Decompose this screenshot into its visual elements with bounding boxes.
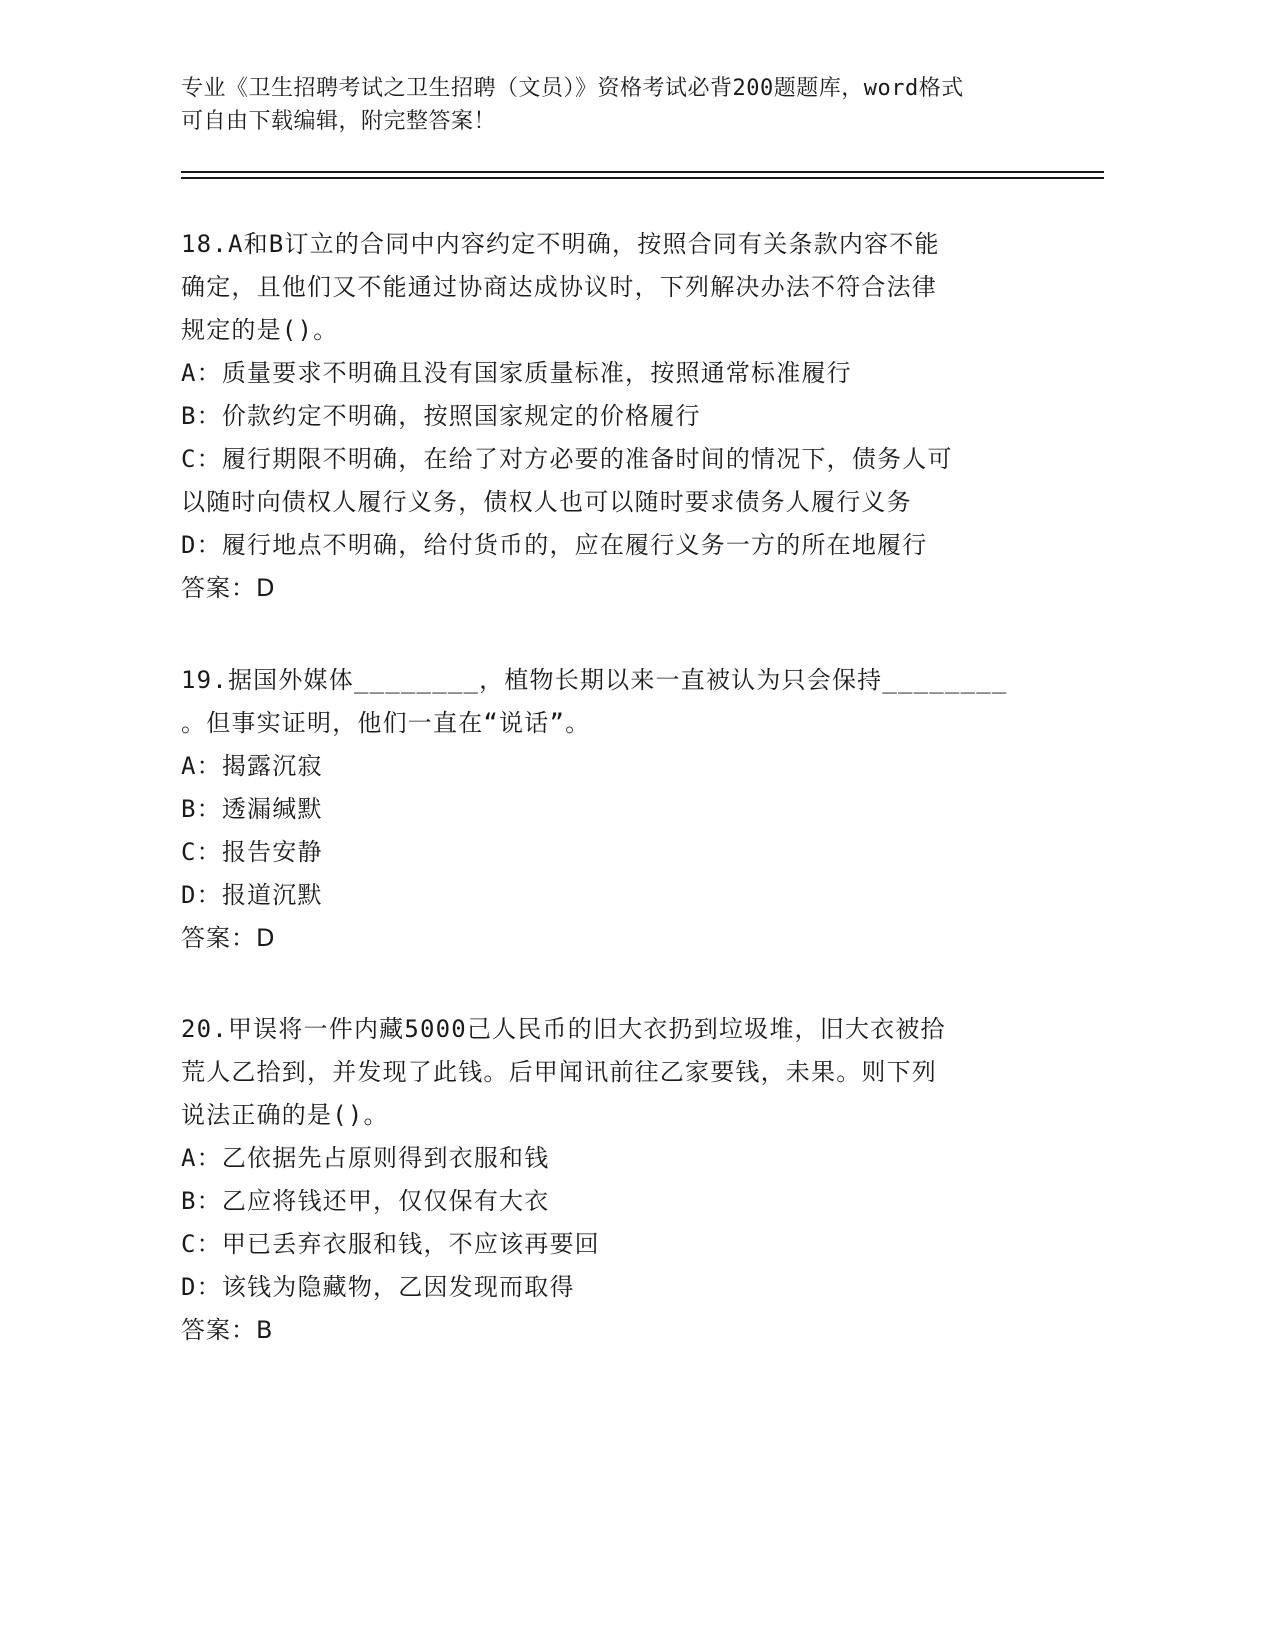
answer-label: 答案：D <box>181 574 276 602</box>
answer-label: 答案：B <box>181 1316 274 1344</box>
question-stem-line: 确定，且他们又不能通过协商达成协议时，下列解决办法不符合法律 <box>181 273 937 301</box>
option-d: D：该钱为隐藏物，乙因发现而取得 <box>181 1273 575 1301</box>
option-d: D：履行地点不明确，给付货币的，应在履行义务一方的所在地履行 <box>181 531 928 559</box>
document-header <box>181 72 1081 138</box>
question-stem-line: 20.甲误将一件内藏5000己人民币的旧大衣扔到垃圾堆，旧大衣被拾 <box>181 1015 946 1043</box>
option-c: C：甲已丢弃衣服和钱，不应该再要回 <box>181 1230 600 1258</box>
question-stem-line: 18.A和B订立的合同中内容约定不明确，按照合同有关条款内容不能 <box>181 230 940 258</box>
option-b: B：乙应将钱还甲，仅仅保有大衣 <box>181 1187 550 1215</box>
question-stem-line: 规定的是()。 <box>181 316 339 344</box>
question-20 <box>181 1008 1061 1352</box>
question-stem-line: 荒人乙拾到，并发现了此钱。后甲闻讯前往乙家要钱，未果。则下列 <box>181 1058 937 1086</box>
header-line: 可自由下载编辑，附完整答案！ <box>181 109 497 134</box>
option-a: A：质量要求不明确且没有国家质量标准，按照通常标准履行 <box>181 359 852 387</box>
option-a: A：揭露沉寂 <box>181 752 323 780</box>
header-line: 专业《卫生招聘考试之卫生招聘（文员）》资格考试必背200题题库，word格式 <box>181 76 964 101</box>
question-stem-line: 。但事实证明，他们一直在“说话”。 <box>181 709 591 737</box>
option-b: B：透漏缄默 <box>181 795 323 823</box>
option-d: D：报道沉默 <box>181 881 323 909</box>
option-c: C：报告安静 <box>181 838 323 866</box>
answer-label: 答案：D <box>181 924 276 952</box>
question-stem-line: 19.据国外媒体________，植物长期以来一直被认为只会保持________ <box>181 666 1008 694</box>
question-19 <box>181 659 1061 960</box>
option-c-continued: 以随时向债权人履行义务，债权人也可以随时要求债务人履行义务 <box>181 488 912 516</box>
header-divider <box>181 177 1104 179</box>
question-stem-line: 说法正确的是()。 <box>181 1101 389 1129</box>
option-b: B：价款约定不明确，按照国家规定的价格履行 <box>181 402 701 430</box>
option-c: C：履行期限不明确，在给了对方必要的准备时间的情况下，债务人可 <box>181 445 953 473</box>
header-divider <box>181 171 1104 173</box>
question-18 <box>181 223 1061 610</box>
option-a: A：乙依据先占原则得到衣服和钱 <box>181 1144 550 1172</box>
